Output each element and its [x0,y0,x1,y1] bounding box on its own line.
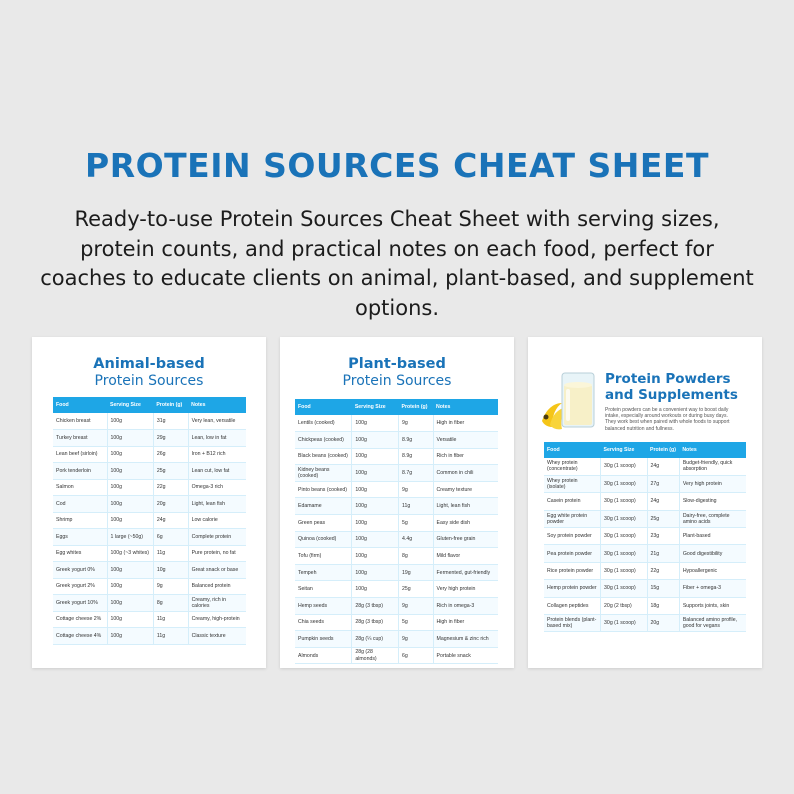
main-subtitle: Ready-to-use Protein Sources Cheat Sheet with serving sizes, protein counts, and practical notes on each food, perfect for coaches to educate clients on animal, plant-based, and supplement options. [40,207,754,320]
table-cell: 4.4g [399,531,434,548]
table-cell: 9g [399,598,434,615]
table-cell: Quinoa (cooked) [295,531,352,548]
table-row [295,531,498,548]
table-cell: Egg white protein powder [544,510,601,527]
table-cell: 30g (1 scoop) [601,510,647,527]
plant-sheet-page [280,337,514,668]
table-row [544,615,746,632]
table-cell: 100g [352,581,399,598]
table-cell: 100g [107,430,153,447]
table-cell: Tempeh [295,564,352,581]
table-cell: 21g [647,545,679,562]
table-cell: 100g [352,448,399,465]
table-cell: Budget-friendly, quick absorption [679,458,746,475]
table-cell: 27g [647,475,679,492]
table-cell: Rich in fiber [433,448,498,465]
table-cell: 8g [399,548,434,565]
table-cell: Portable snack [433,647,498,664]
table-cell: Gluten-free grain [433,531,498,548]
table-cell: 28g (3 tbsp) [352,598,399,615]
table-cell: Chia seeds [295,614,352,631]
table-row [53,578,246,595]
table-row [53,628,246,645]
table-row [544,458,746,475]
table-cell: Complete protein [188,529,246,546]
table-cell: Slow-digesting [679,493,746,510]
table-cell: Lean beef (sirloin) [53,446,107,463]
table-cell: 28g (28 almonds) [352,647,399,664]
table-cell: 100g [107,578,153,595]
table-row [544,493,746,510]
table-cell: 6g [399,647,434,664]
table-row [295,465,498,482]
table-cell: Black beans (cooked) [295,448,352,465]
table-cell: Greek yogurt 0% [53,562,107,579]
table-cell: 100g [352,465,399,482]
table-cell: Greek yogurt 10% [53,595,107,612]
table-cell: 5g [399,515,434,532]
table-cell: 100g [107,562,153,579]
table-cell: 9g [399,415,434,432]
table-cell: 100g [107,446,153,463]
table-cell: 100g [107,595,153,612]
table-cell: Creamy, high-protein [188,611,246,628]
table-cell: Pinto beans (cooked) [295,481,352,498]
table-cell: Eggs [53,529,107,546]
table-cell: 1 large (~50g) [107,529,153,546]
table-cell: Shrimp [53,512,107,529]
table-cell: 5g [399,614,434,631]
plant-table [295,399,498,664]
table-cell: 25g [647,510,679,527]
column-header: Food [295,399,352,415]
main-headline: PROTEIN SOURCES CHEAT SHEET [85,146,709,185]
table-cell: 100g [107,496,153,513]
column-header: Notes [679,442,746,458]
table-cell: 100g [107,413,153,430]
table-cell: 30g (1 scoop) [601,458,647,475]
table-cell: Easy side dish [433,515,498,532]
powders-header [605,371,755,432]
table-cell: Soy protein powder [544,528,601,545]
table-cell: 29g [153,430,188,447]
table-cell: Lean cut, low fat [188,463,246,480]
table-cell: Hypoallergenic [679,562,746,579]
table-cell: Very lean, versatile [188,413,246,430]
table-cell: 22g [153,479,188,496]
table-row [53,512,246,529]
column-header: Notes [188,397,246,413]
table-cell: 31g [153,413,188,430]
table-cell: 100g [107,628,153,645]
table-cell: 22g [647,562,679,579]
table-row [544,475,746,492]
column-header: Food [53,397,107,413]
column-header: Serving Size [352,399,399,415]
table-cell: Lentils (cooked) [295,415,352,432]
table-cell: Versatile [433,432,498,449]
column-header: Notes [433,399,498,415]
table-cell: Pumpkin seeds [295,631,352,648]
column-header: Protein (g) [399,399,434,415]
table-cell: 8.9g [399,448,434,465]
column-header: Protein (g) [153,397,188,413]
table-cell: 18g [647,597,679,614]
table-row [295,448,498,465]
table-row [544,580,746,597]
table-cell: 24g [647,458,679,475]
table-cell: 100g [352,531,399,548]
plant-title-line2: Protein Sources [342,373,452,389]
table-cell: 19g [399,564,434,581]
column-header: Serving Size [601,442,647,458]
table-row [295,598,498,615]
table-cell: High in fiber [433,415,498,432]
table-cell: Kidney beans (cooked) [295,465,352,482]
table-cell: 100g [107,512,153,529]
table-cell: 30g (1 scoop) [601,545,647,562]
table-cell: 30g (1 scoop) [601,493,647,510]
table-cell: Light, lean fish [188,496,246,513]
table-cell: 30g (1 scoop) [601,615,647,632]
table-cell: Rich in omega-3 [433,598,498,615]
table-row [295,515,498,532]
table-cell: Very high protein [433,581,498,598]
table-cell: 100g [352,498,399,515]
table-cell: 30g (1 scoop) [601,528,647,545]
table-cell: Tofu (firm) [295,548,352,565]
table-cell: Great snack or base [188,562,246,579]
animal-sheet-title [32,337,266,389]
table-row [544,562,746,579]
plant-sheet-title [280,337,514,389]
table-cell: 100g [107,611,153,628]
table-cell: Mild flavor [433,548,498,565]
table-cell: Chicken breast [53,413,107,430]
table-cell: 100g [107,479,153,496]
table-row [53,496,246,513]
table-cell: 100g [352,548,399,565]
table-cell: Hemp seeds [295,598,352,615]
table-row [53,430,246,447]
table-cell: 100g [352,481,399,498]
table-cell: 8.9g [399,432,434,449]
table-row [295,548,498,565]
table-cell: Supports joints, skin [679,597,746,614]
powders-table [544,442,746,632]
table-row [53,479,246,496]
table-row [295,647,498,664]
table-cell: Plant-based [679,528,746,545]
table-cell: 9g [153,578,188,595]
table-cell: 11g [399,498,434,515]
table-cell: 20g [647,615,679,632]
column-header: Protein (g) [647,442,679,458]
table-cell: 100g [107,463,153,480]
table-row [53,611,246,628]
table-row [53,529,246,546]
table-row [295,415,498,432]
table-row [295,432,498,449]
table-cell: Common in chili [433,465,498,482]
table-cell: 20g [153,496,188,513]
shake-glass-icon [562,373,594,427]
table-cell: Cottage cheese 4% [53,628,107,645]
plant-table-header [295,399,498,415]
table-cell: Hemp protein powder [544,580,601,597]
animal-sheet-page [32,337,266,668]
table-cell: 11g [153,628,188,645]
table-cell: 25g [153,463,188,480]
powders-title: Protein Powders and Supplements [605,371,738,403]
animal-table [53,397,246,645]
table-row [295,564,498,581]
powders-table-header [544,442,746,458]
table-cell: Omega-3 rich [188,479,246,496]
table-cell: Whey protein (isolate) [544,475,601,492]
table-cell: Dairy-free, complete amino acids [679,510,746,527]
table-cell: 30g (1 scoop) [601,562,647,579]
table-row [53,446,246,463]
table-cell: 15g [647,580,679,597]
table-cell: 100g [352,415,399,432]
table-row [53,545,246,562]
table-cell: 8.7g [399,465,434,482]
plant-title-line1: Plant-based [348,356,446,372]
powders-sheet-page [528,337,762,668]
table-cell: Seitan [295,581,352,598]
table-cell: Green peas [295,515,352,532]
table-cell: Protein blends (plant-based mix) [544,615,601,632]
table-cell: Fermented, gut-friendly [433,564,498,581]
table-row [544,528,746,545]
table-cell: Pea protein powder [544,545,601,562]
table-row [295,581,498,598]
table-cell: 100g [352,515,399,532]
table-cell: 11g [153,545,188,562]
table-cell: Pork tenderloin [53,463,107,480]
table-cell: 9g [399,631,434,648]
table-cell: 100g [352,564,399,581]
table-row [295,481,498,498]
table-cell: 11g [153,611,188,628]
table-cell: Creamy texture [433,481,498,498]
table-cell: 24g [647,493,679,510]
table-cell: Magnesium & zinc rich [433,631,498,648]
table-cell: Pure protein, no fat [188,545,246,562]
table-cell: Low calorie [188,512,246,529]
table-row [53,595,246,612]
column-header: Food [544,442,601,458]
table-row [53,463,246,480]
table-cell: Fiber + omega-3 [679,580,746,597]
table-row [295,498,498,515]
column-header: Serving Size [107,397,153,413]
table-cell: Good digestibility [679,545,746,562]
table-cell: Cottage cheese 2% [53,611,107,628]
table-cell: Rice protein powder [544,562,601,579]
table-cell: Very high protein [679,475,746,492]
table-row [544,545,746,562]
table-row [544,597,746,614]
table-cell: Edamame [295,498,352,515]
table-cell: 30g (1 scoop) [601,475,647,492]
table-cell: Lean, low in fat [188,430,246,447]
table-cell: Almonds [295,647,352,664]
animal-title-line2: Protein Sources [94,373,204,389]
table-cell: 25g [399,581,434,598]
table-cell: Cod [53,496,107,513]
table-cell: Balanced amino profile, good for vegans [679,615,746,632]
table-cell: 20g (2 tbsp) [601,597,647,614]
table-cell: Balanced protein [188,578,246,595]
table-cell: 24g [153,512,188,529]
table-cell: Egg whites [53,545,107,562]
table-cell: 26g [153,446,188,463]
table-cell: Chickpeas (cooked) [295,432,352,449]
table-cell: 30g (1 scoop) [601,580,647,597]
protein-shake-illustration [540,369,602,431]
table-cell: Casein protein [544,493,601,510]
table-row [544,510,746,527]
table-cell: Collagen peptides [544,597,601,614]
table-cell: 23g [647,528,679,545]
powders-blurb: Protein powders can be a convenient way to boost daily intake, especially around workouts or during busy days. They work best when paired with whole foods to support balanced nutrition and fullness. [605,407,730,432]
table-cell: 100g (~3 whites) [107,545,153,562]
table-cell: Whey protein (concentrate) [544,458,601,475]
table-row [295,631,498,648]
table-cell: Salmon [53,479,107,496]
table-cell: Creamy, rich in calories [188,595,246,612]
table-cell: Iron + B12 rich [188,446,246,463]
table-cell: 100g [352,432,399,449]
table-row [295,614,498,631]
table-cell: High in fiber [433,614,498,631]
table-cell: Light, lean fish [433,498,498,515]
table-cell: Classic texture [188,628,246,645]
animal-title-line1: Animal-based [93,356,205,372]
table-cell: 8g [153,595,188,612]
table-cell: 28g (¼ cup) [352,631,399,648]
table-row [53,562,246,579]
table-cell: Turkey breast [53,430,107,447]
table-cell: 10g [153,562,188,579]
table-cell: Greek yogurt 2% [53,578,107,595]
table-cell: 6g [153,529,188,546]
table-cell: 9g [399,481,434,498]
animal-table-header [53,397,246,413]
table-row [53,413,246,430]
table-cell: 28g (3 tbsp) [352,614,399,631]
